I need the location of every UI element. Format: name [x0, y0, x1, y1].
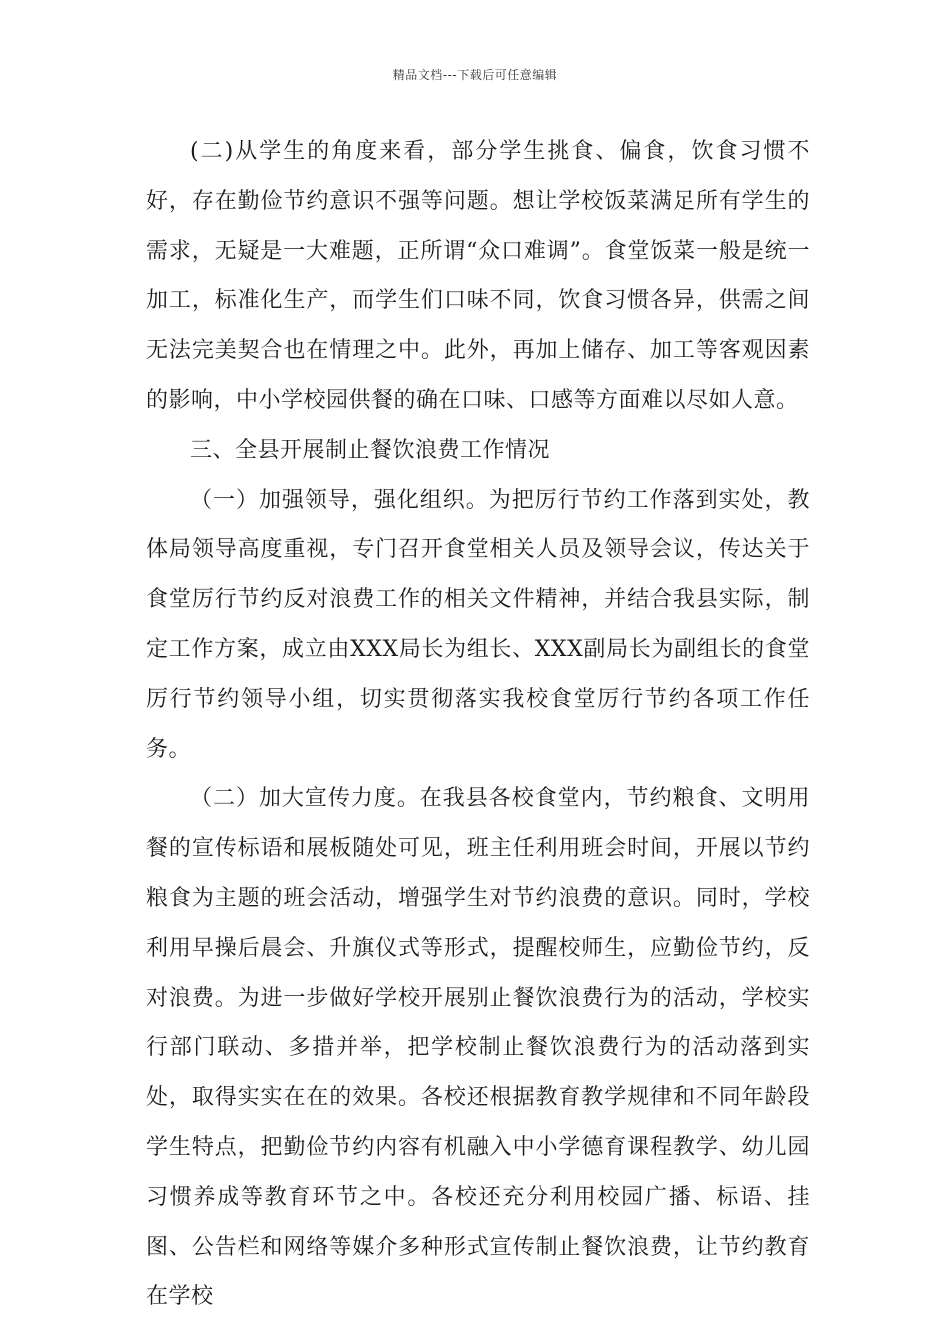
document-body: [146, 127, 810, 1322]
paragraph-publicity: （二）加大宣传力度。在我县各校食堂内，节约粮食、文明用餐的宣传标语和展板随处可见，班主任利用班会时间，开展以节约粮食为主题的班会活动，增强学生对节约浪费的意识。同时，学校利用早操后晨会、升旗仪式等形式，提醒校师生，应勤俭节约，反对浪费。为进一步做好学校开展别止餐饮浪费行为的活动，学校实行部门联动、多措并举，把学校制止餐饮浪费行为的活动落到实处，取得实实在在的效果。各校还根据教育教学规律和不同年龄段学生特点，把勤俭节约内容有机融入中小学德育课程教学、幼儿园习惯养成等教育环节之中。各校还充分利用校园广播、标语、挂图、公告栏和网络等媒介多种形式宣传制止餐饮浪费，让节约教育在学校: [146, 786, 810, 1310]
page-header: 精品文档---下载后可任意编辑: [392, 68, 558, 82]
paragraph-student-perspective: (二)从学生的角度来看，部分学生挑食、偏食，饮食习惯不好，存在勤俭节约意识不强等问题。想让学校饭菜满足所有学生的需求，无疑是一大难题，正所谓“众口难调”。食堂饭菜一般是统一加工，标准化生产，而学生们口味不同，饮食习惯各异，供需之间无法完美契合也在情理之中。此外，再加上储存、加工等客观因素的影响，中小学校园供餐的确在口味、口感等方面难以尽如人意。: [146, 139, 810, 413]
paragraph-leadership: （一）加强领导，强化组织。为把厉行节约工作落到实处，教体局领导高度重视，专门召开食堂相关人员及领导会议，传达关于食堂厉行节约反对浪费工作的相关文件精神，并结合我县实际，制定工作方案，成立由XXX局长为组长、XXX副局长为副组长的食堂厉行节约领导小组，切实贯彻落实我校食堂厉行节约各项工作任务。: [146, 487, 810, 762]
section-heading-county-work: 三、全县开展制止餐饮浪费工作情况: [190, 437, 551, 463]
